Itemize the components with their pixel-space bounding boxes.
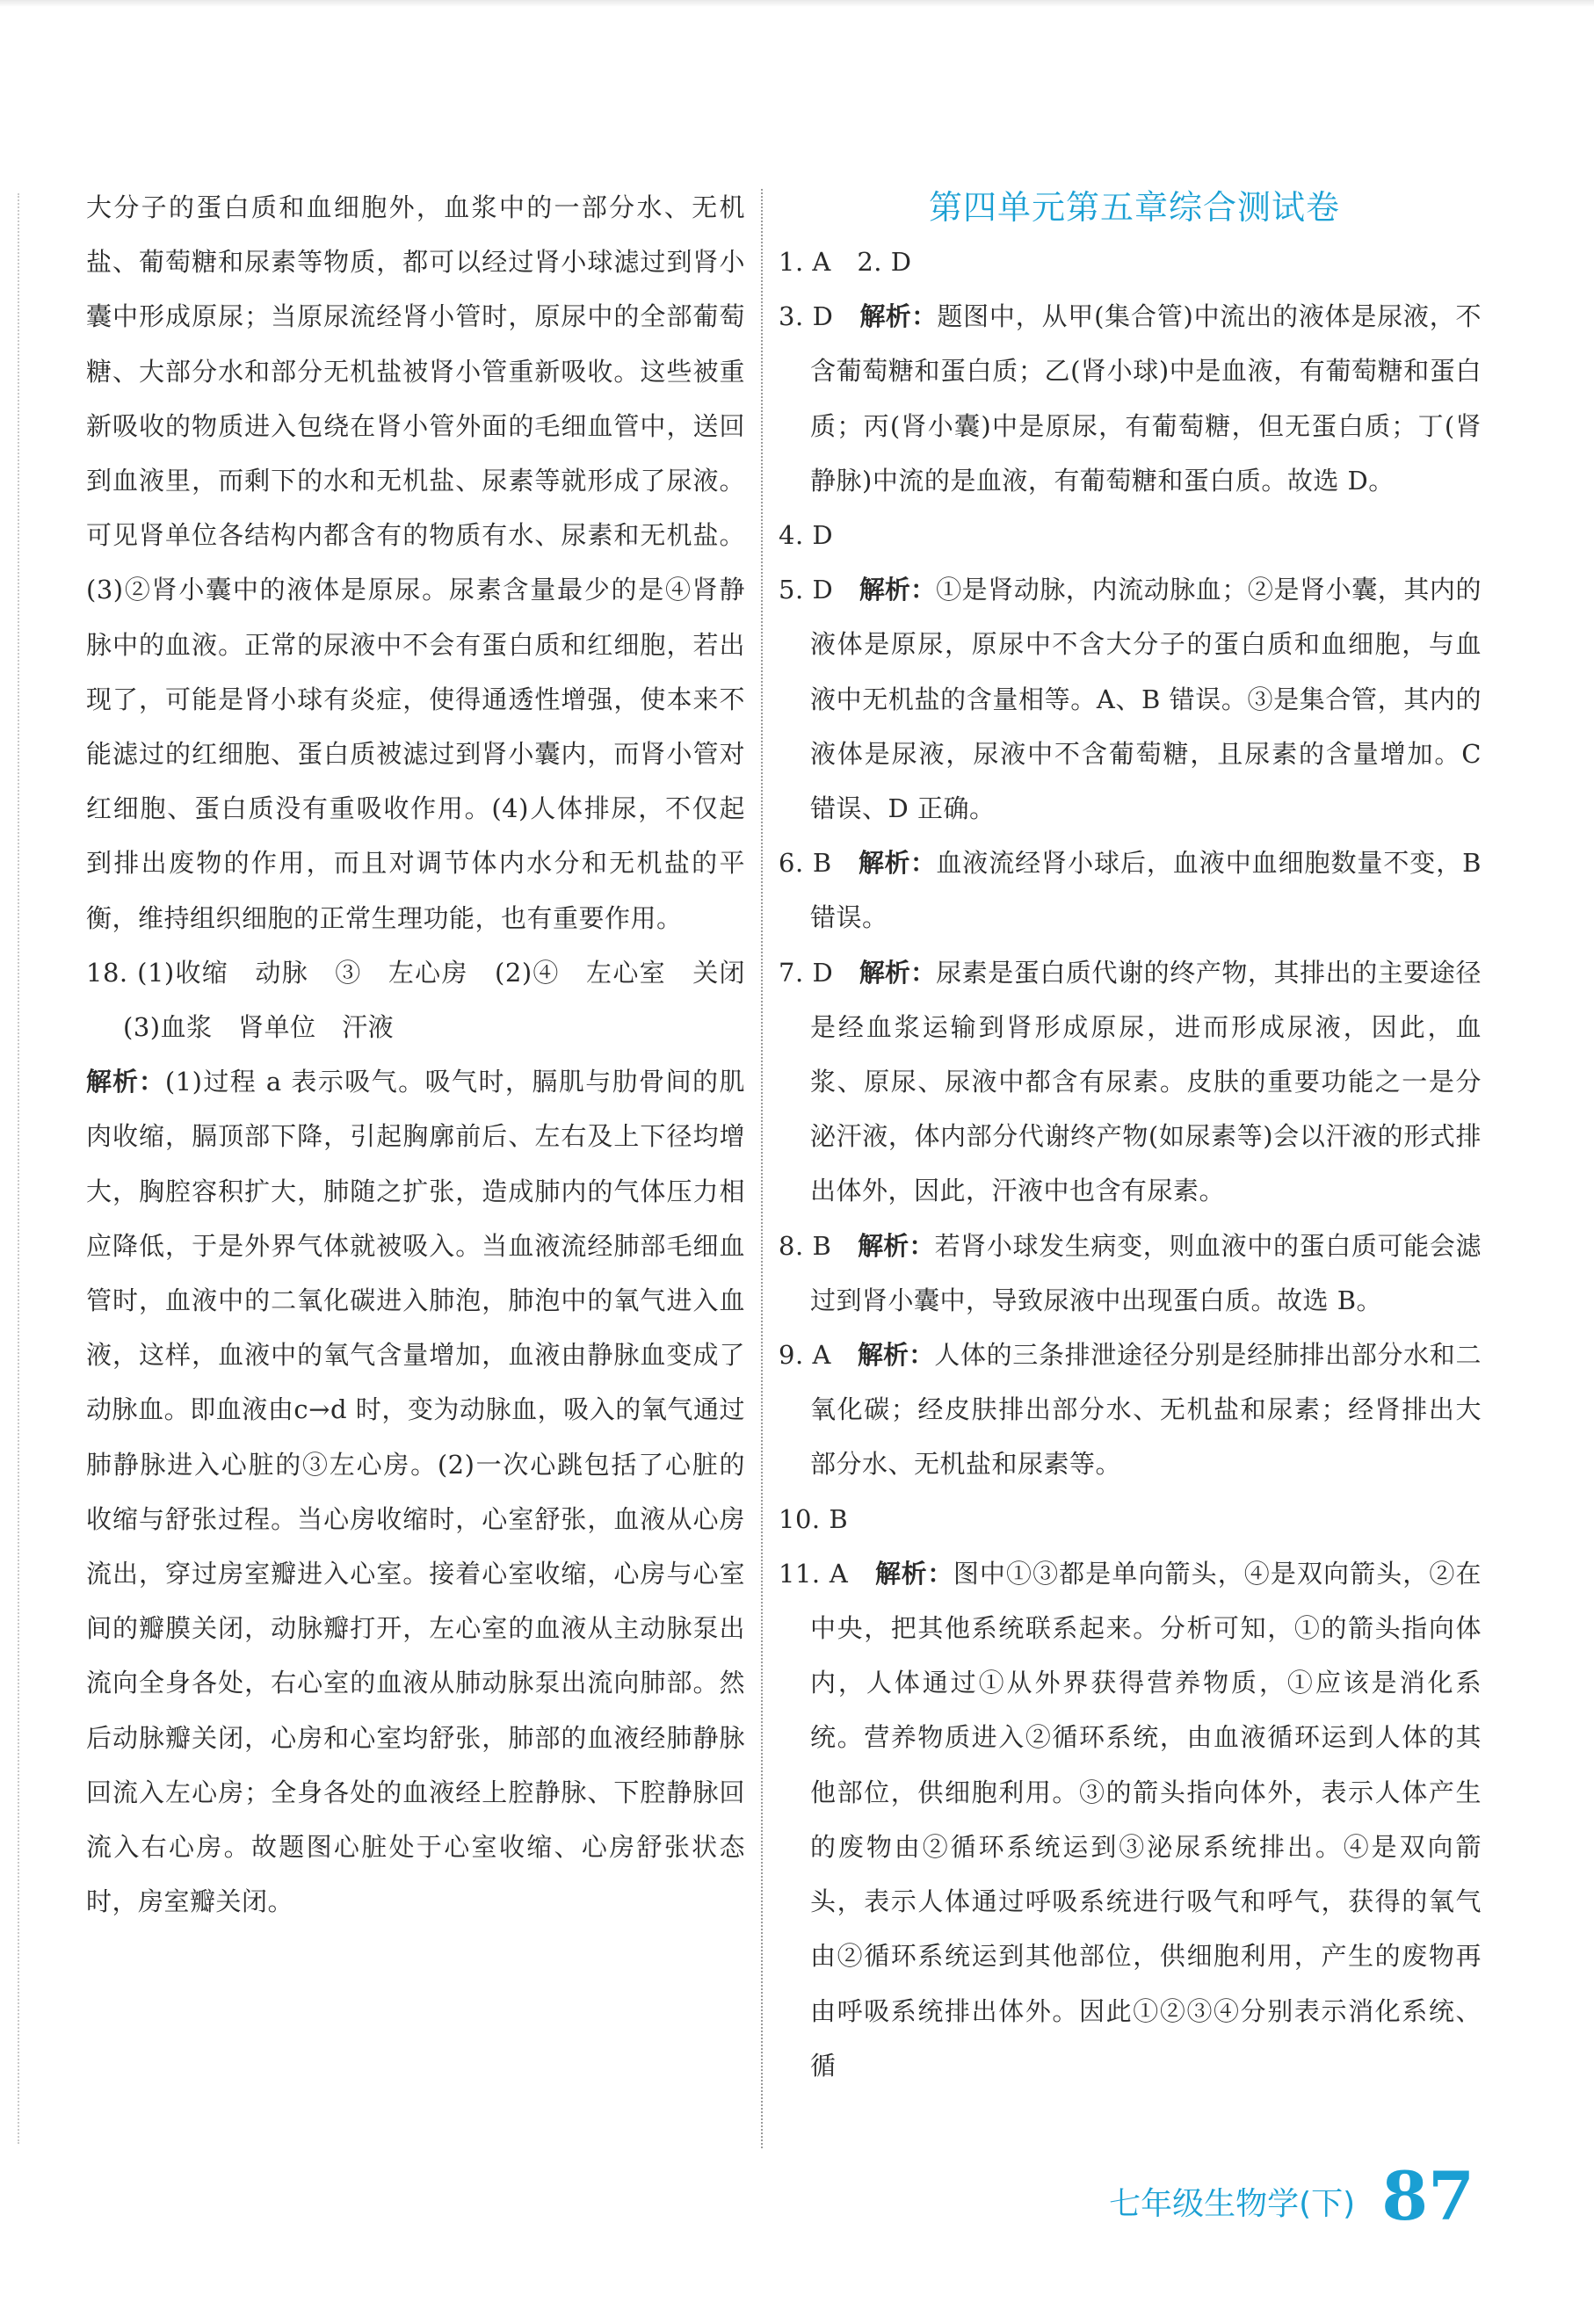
answer-key: 4. D bbox=[779, 520, 834, 551]
answer-key: 7. D bbox=[779, 957, 859, 988]
answer-item bbox=[779, 1328, 1482, 1492]
footer-book-label: 七年级生物学(下) bbox=[1109, 2186, 1356, 2222]
explanation-label: 解析： bbox=[859, 848, 937, 879]
answer-key: 11. A bbox=[779, 1558, 876, 1589]
answer-key: 3. D bbox=[779, 301, 860, 332]
answer-item bbox=[779, 1219, 1482, 1328]
column-divider bbox=[761, 189, 763, 2148]
answer-key: 5. D bbox=[779, 575, 859, 605]
answer-list bbox=[779, 235, 1482, 2093]
answer-item bbox=[779, 508, 1482, 562]
explanation-label: 解析： bbox=[859, 301, 938, 332]
explanation-text: 尿素是蛋白质代谢的终产物，其排出的主要途径是经血浆运输到肾形成原尿，进而形成尿液，因此，血浆、原尿、尿液中都含有尿素。皮肤的重要功能之一是分泌汗液，体内部分代谢终产物(如尿素等)会以汗液的形式排出体外，因此，汗液中也含有尿素。 bbox=[810, 957, 1482, 1206]
answer-item bbox=[779, 1492, 1482, 1546]
page-number: 87 bbox=[1381, 2157, 1474, 2235]
section-title: 第四单元第五章综合测试卷 bbox=[928, 188, 1340, 227]
answer-key: 1. A 2. D bbox=[779, 247, 912, 277]
explanation-label: 解析： bbox=[875, 1558, 953, 1589]
answer-key: 8. B bbox=[779, 1230, 859, 1261]
explanation-text: 若肾小球发生病变，则血液中的蛋白质可能会滤过到肾小囊中，导致尿液中出现蛋白质。故选 B。 bbox=[810, 1230, 1482, 1315]
answer-item bbox=[779, 235, 1482, 289]
margin-rule bbox=[18, 193, 19, 2144]
answer-item bbox=[779, 836, 1482, 945]
left-column bbox=[86, 180, 772, 1929]
answer-key: 6. B bbox=[779, 848, 859, 879]
explanation-text: 血液流经肾小球后，血液中血细胞数量不变，B 错误。 bbox=[810, 848, 1482, 933]
right-column bbox=[779, 180, 1482, 2093]
answer-item bbox=[779, 289, 1482, 508]
page-footer bbox=[1109, 2148, 1474, 2236]
q18-answer: 18. (1)收缩 动脉 ③ 左心房 (2)④ 左心室 关闭 (3)血浆 肾单位 汗液 bbox=[86, 957, 772, 1043]
explanation-text: 题图中，从甲(集合管)中流出的液体是尿液，不含葡萄糖和蛋白质；乙(肾小球)中是血液，有葡萄糖和蛋白质；丙(肾小囊)中是原尿，有葡萄糖，但无蛋白质；丁(肾静脉)中流的是血液，有葡萄糖和蛋白质。故选 D。 bbox=[810, 301, 1482, 496]
left-paragraph-1: 大分子的蛋白质和血细胞外，血浆中的一部分水、无机盐、葡萄糖和尿素等物质，都可以经过肾小球滤过到肾小囊中形成原尿；当原尿流经肾小管时，原尿中的全部葡萄糖、大部分水和部分无机盐被肾小管重新吸收。这些被重新吸收的物质进入包绕在肾小管外面的毛细血管中，送回到血液里，而剩下的水和无机盐、尿素等就形成了尿液。可见肾单位各结构内都含有的物质有水、尿素和无机盐。(3)②肾小囊中的液体是原尿。尿素含量最少的是④肾静脉中的血液。正常的尿液中不会有蛋白质和红细胞，若出现了，可能是肾小球有炎症，使得通透性增强，使本来不能滤过的红细胞、蛋白质被滤过到肾小囊内，而肾小管对红细胞、蛋白质没有重吸收作用。(4)人体排尿，不仅起到排出废物的作用，而且对调节体内水分和无机盐的平衡，维持组织细胞的正常生理功能，也有重要作用。 bbox=[86, 192, 745, 933]
answer-item bbox=[779, 945, 1482, 1219]
explanation-label: 解析： bbox=[857, 1340, 935, 1371]
explanation-text: 人体的三条排泄途径分别是经肺排出部分水和二氧化碳；经皮肤排出部分水、无机盐和尿素；经肾排出大部分水、无机盐和尿素等。 bbox=[810, 1340, 1482, 1480]
answer-key: 10. B bbox=[779, 1503, 849, 1534]
explanation-text: ①是肾动脉，内流动脉血；②是肾小囊，其内的液体是原尿，原尿中不含大分子的蛋白质和血细胞，与血液中无机盐的含量相等。A、B 错误。③是集合管，其内的液体是尿液，尿液中不含葡萄糖，且尿素的含量增加。C 错误、D 正确。 bbox=[810, 575, 1482, 824]
answer-item bbox=[779, 1546, 1482, 2093]
answer-item bbox=[779, 562, 1482, 836]
answer-key: 9. A bbox=[779, 1340, 858, 1371]
q18-explanation-text: (1)过程 a 表示吸气。吸气时，膈肌与肋骨间的肌肉收缩，膈顶部下降，引起胸廓前后、左右及上下径均增大，胸腔容积扩大，肺随之扩张，造成肺内的气体压力相应降低，于是外界气体就被吸入。当血液流经肺部毛细血管时，血液中的二氧化碳进入肺泡，肺泡中的氧气进入血液，这样，血液中的氧气含量增加，血液由静脉血变成了动脉血。即血液由c→d 时，变为动脉血，吸入的氧气通过肺静脉进入心脏的③左心房。(2)一次心跳包括了心脏的收缩与舒张过程。当心房收缩时，心室舒张，血液从心房流出，穿过房室瓣进入心室。接着心室收缩，心房与心室间的瓣膜关闭，动脉瓣打开，左心室的血液从主动脉泵出流向全身各处，右心室的血液从肺动脉泵出流向肺部。然后动脉瓣关闭，心房和心室均舒张，肺部的血液经肺静脉回流入左心房；全身各处的血液经上腔静脉、下腔静脉回流入右心房。故题图心脏处于心室收缩、心房舒张状态时，房室瓣关闭。 bbox=[86, 1067, 745, 1917]
q18-explanation bbox=[86, 1054, 745, 1929]
q18-explanation-label: 解析： bbox=[86, 1067, 165, 1097]
explanation-label: 解析： bbox=[859, 957, 937, 988]
explanation-text: 图中①③都是单向箭头，④是双向箭头，②在中央，把其他系统联系起来。分析可知，①的箭头指向体内，人体通过①从外界获得营养物质，①应该是消化系统。营养物质进入②循环系统，由血液循环运到人体的其他部位，供细胞利用。③的箭头指向体外，表示人体产生的废物由②循环系统运到③泌尿系统排出。④是双向箭头，表示人体通过呼吸系统进行吸气和呼气，获得的氧气由②循环系统运到其他部位，供细胞利用，产生的废物再由呼吸系统排出体外。因此①②③④分别表示消化系统、循 bbox=[810, 1558, 1482, 2081]
scan-top-shadow bbox=[0, 0, 1594, 7]
explanation-label: 解析： bbox=[858, 1230, 935, 1261]
explanation-label: 解析： bbox=[859, 575, 937, 605]
